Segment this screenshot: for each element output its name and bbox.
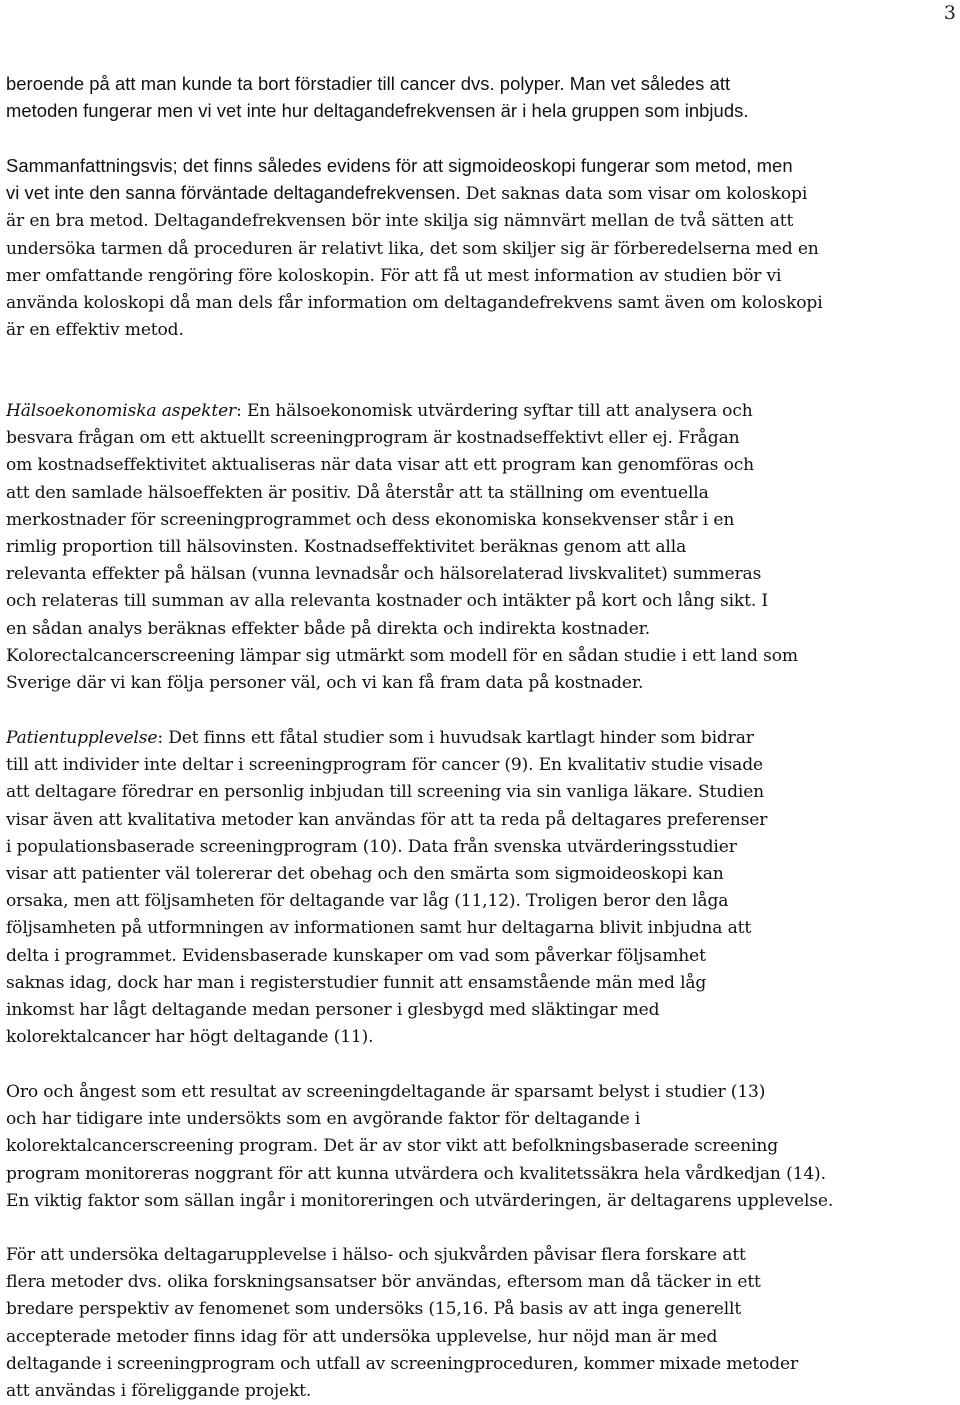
paragraph-anxiety-text: Oro och ångest som ett resultat av screeningdeltagande är sparsamt belyst i studier (13) och har tidigare inte undersökts som en avgörande faktor för deltagande i kolorektalcancerscreening program. Det är av stor vikt att befolkningsbaserade screening program monitoreras noggrant för att kunna utvärdera och kvalitetssäkra hela vårdkedjan (14). En viktig faktor som sällan ingår i monitoreringen och utvärderingen, är deltagarens upplevelse.	[6, 1082, 834, 1211]
patient-experience-heading: Patientupplevelse	[6, 728, 158, 748]
paragraph-summary-serif-text: Det saknas data som visar om koloskopi är en bra metod. Deltagandefrekvensen bör inte skilja sig nämnvärt mellan de två sätten att undersöka tarmen då proceduren är relativt lika, det som skiljer sig är förberedelserna med en mer omfattande rengöring före koloskopin. För att få ut mest information av studien bör vi använda koloskopi då man dels får information om deltagandefrekvens samt även om koloskopi är en effektiv metod.	[6, 184, 823, 341]
health-economics-text: : En hälsoekonomisk utvärdering syftar till att analysera och besvara frågan om ett aktuellt screeningprogram är kostnadseffektivt eller ej. Frågan om kostnadseffektivitet aktualiseras när data visar att ett program kan genomföras och att den samlade hälsoeffekten är positiv. Då återstår att ta ställning om eventuella merkostnader för screeningprogrammet och dess ekonomiska konsekvenser står i en rimlig proportion till hälsovinsten. Kostnadseffektivitet beräknas genom att alla relevanta effekter på hälsan (vunna levnadsår och hälsorelaterad livskvalitet) summeras och relateras till summan av alla relevanta kostnader och intäkter på kort och lång sikt. I en sådan analys beräknas effekter både på direkta och indirekta kostnader. Kolorectalcancerscreening lämpar sig utmärkt som modell för en sådan studie i ett land som Sverige där vi kan följa personer väl, och vi kan få fram data på kostnader.	[6, 401, 798, 694]
paragraph-methods-text: För att undersöka deltagarupplevelse i hälso- och sjukvården påvisar flera forskare att flera metoder dvs. olika forskningsansatser bör användas, eftersom man då täcker in ett bredare perspektiv av fenomenet som undersöks (15,16. På basis av att inga generellt accepterade metoder finns idag för att undersöka upplevelse, hur nöjd man är med deltagande i screeningprogram och utfall av screeningproceduren, kommer mixade metoder att användas i föreliggande projekt.	[6, 1245, 798, 1402]
paragraph-polyp-removal-text: beroende på att man kunde ta bort förstadier till cancer dvs. polyper. Man vet således att metoden fungerar men vi vet inte hur deltagandefrekvensen är i hela gruppen som inbjuds.	[6, 73, 749, 122]
health-economics-heading: Hälsoekonomiska aspekter	[6, 401, 237, 421]
paragraph-patient-experience	[6, 725, 956, 1051]
page-number: 3	[943, 2, 956, 24]
paragraph-health-economics	[6, 398, 956, 697]
paragraph-summary	[6, 152, 956, 344]
paragraph-methods	[6, 1242, 956, 1405]
paragraph-anxiety	[6, 1079, 956, 1215]
paragraph-summary-sans-text: Sammanfattningsvis; det finns således evidens för att sigmoideoskopi fungerar som metod, men vi vet inte den sanna förväntade deltagandefrekvensen.	[6, 155, 793, 204]
paragraph-polyp-removal	[6, 70, 956, 124]
patient-experience-text: : Det finns ett fåtal studier som i huvudsak kartlagt hinder som bidrar till att individer inte deltar i screeningprogram för cancer (9). En kvalitativ studie visade att deltagare föredrar en personlig inbjudan till screening via sin vanliga läkare. Studien visar även att kvalitativa metoder kan användas för att ta reda på deltagares preferenser i populationsbaserade screeningprogram (10). Data från svenska utvärderingsstudier visar att patienter väl tolererar det obehag och den smärta som sigmoideoskopi kan orsaka, men att följsamheten för deltagande var låg (11,12). Troligen beror den låga följsamheten på utformningen av informationen samt hur deltagarna blivit inbjudna att delta i programmet. Evidensbaserade kunskaper om vad som påverkar följsamhet saknas idag, dock har man i registerstudier funnit att ensamstående män med låg inkomst har lågt deltagande medan personer i glesbygd med släktingar med kolorektalcancer har högt deltagande (11).	[6, 728, 768, 1048]
